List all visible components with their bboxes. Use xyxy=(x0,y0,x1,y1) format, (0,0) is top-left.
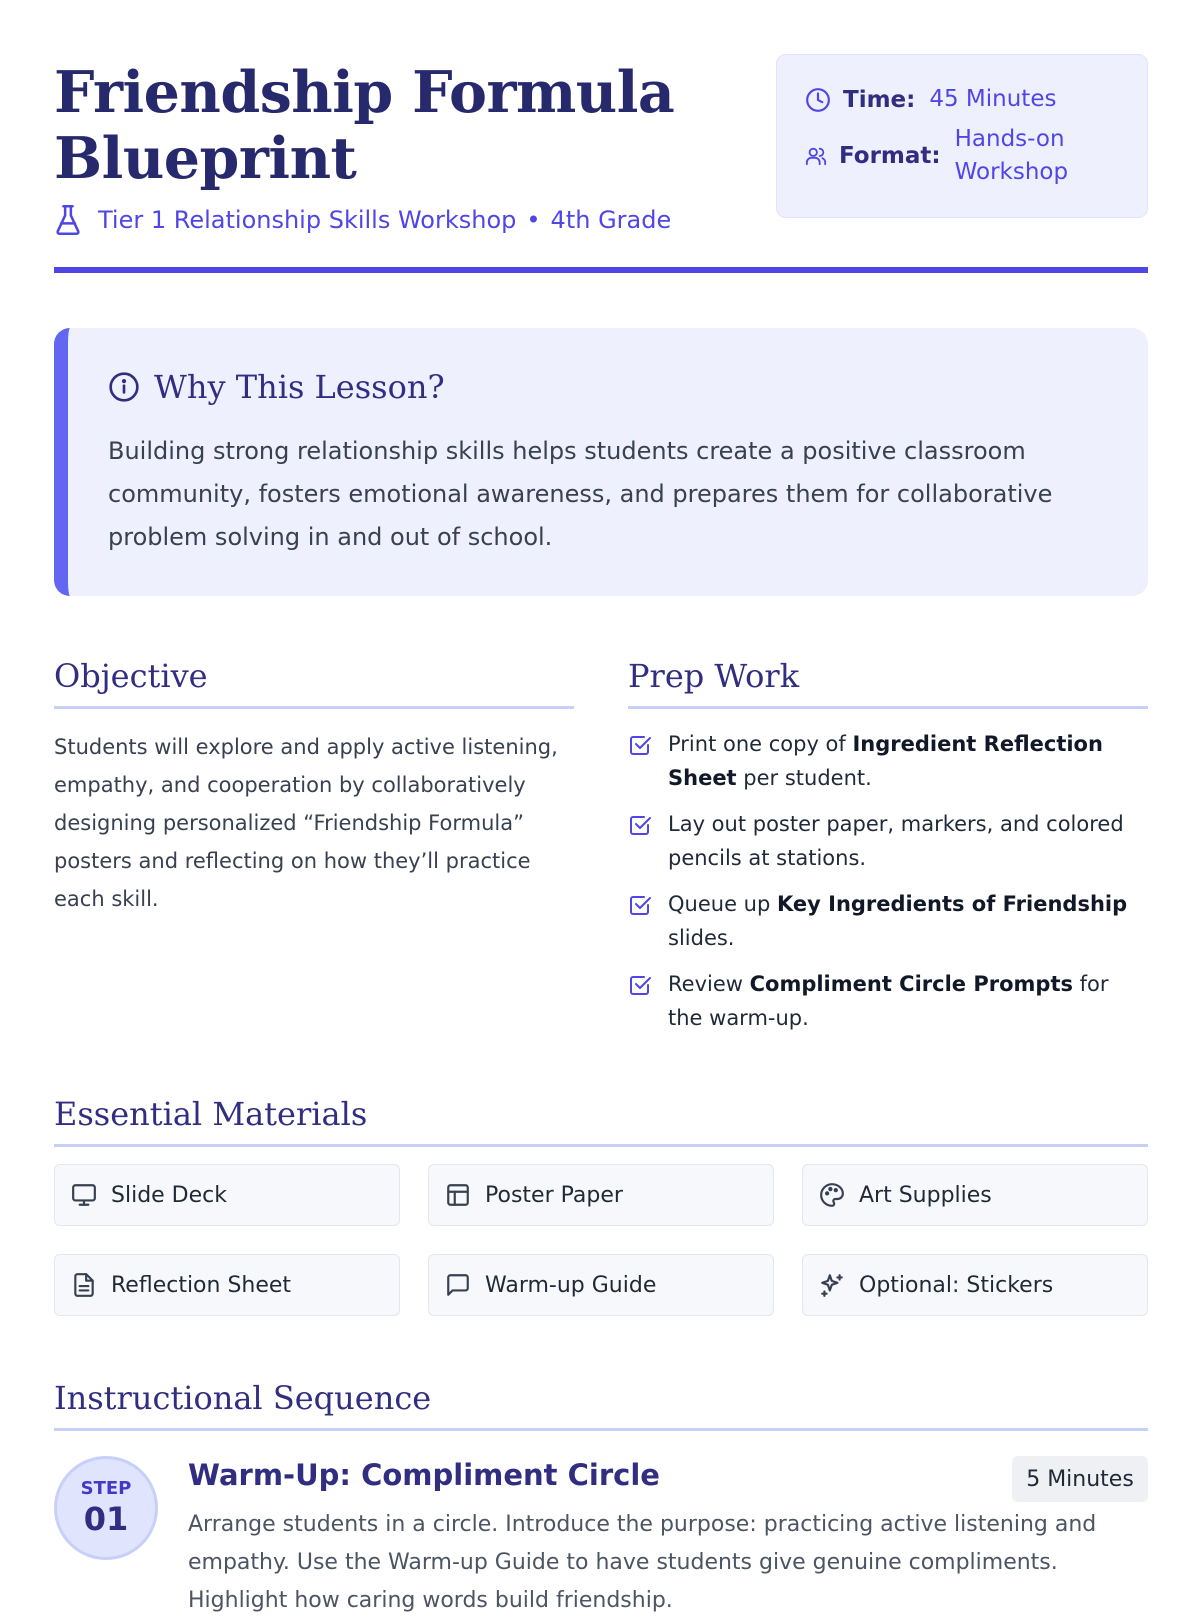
subtitle xyxy=(54,204,671,236)
prep-item-bold: Key Ingredients of Friendship xyxy=(776,892,1128,916)
meta-box xyxy=(776,54,1148,218)
step-duration-badge: 5 Minutes xyxy=(1012,1456,1148,1502)
prep-item-pre: Lay out poster paper, markers, and colored pencils at stations. xyxy=(668,812,1124,870)
prep-item-post: slides. xyxy=(668,926,735,950)
format-value-line-2: Workshop xyxy=(954,159,1069,185)
objective-heading: Objective xyxy=(54,654,574,709)
why-this-lesson-callout xyxy=(54,328,1148,596)
document-icon xyxy=(71,1272,97,1298)
flask-icon xyxy=(54,204,82,236)
title-line-2: Blueprint xyxy=(54,125,357,192)
material-label: Art Supplies xyxy=(859,1182,992,1208)
prep-item-post: per student. xyxy=(736,766,872,790)
material-stickers xyxy=(802,1254,1148,1316)
time-label: Time: xyxy=(843,86,916,113)
header-divider xyxy=(54,267,1148,273)
prep-work-heading: Prep Work xyxy=(628,654,1148,709)
prep-item xyxy=(628,967,1148,1035)
prep-item-pre: Review xyxy=(668,972,750,996)
time-value: 45 Minutes xyxy=(929,86,1057,112)
prep-item-bold: Ingredient Reflection Sheet xyxy=(668,732,1103,790)
objective-text: Students will explore and apply active listening, empathy, and cooperation by collaboratively designing personalized “Friendship Formula” posters and reflecting on how they’ll practice each skill. xyxy=(54,735,558,911)
prep-item-pre: Print one copy of xyxy=(668,732,853,756)
format-value xyxy=(955,123,1068,189)
instructional-sequence-heading: Instructional Sequence xyxy=(54,1376,1148,1431)
checkbox-checked-icon xyxy=(628,893,652,917)
material-label: Slide Deck xyxy=(111,1182,227,1208)
essential-materials-heading: Essential Materials xyxy=(54,1092,1148,1147)
layout-icon xyxy=(445,1182,471,1208)
callout-title xyxy=(108,368,445,406)
callout-body: Building strong relationship skills helps students create a positive classroom community, fosters emotional awareness, and prepares them for collaborative problem solving in and out of school. xyxy=(108,437,1053,551)
checkbox-checked-icon xyxy=(628,733,652,757)
material-label: Optional: Stickers xyxy=(859,1272,1054,1298)
checkbox-checked-icon xyxy=(628,813,652,837)
material-art-supplies xyxy=(802,1164,1148,1226)
title-line-1: Friendship Formula xyxy=(54,59,675,126)
users-icon xyxy=(805,145,827,167)
meta-format xyxy=(805,123,1068,189)
format-label: Format: xyxy=(839,143,941,169)
material-label: Poster Paper xyxy=(485,1182,623,1208)
prep-item xyxy=(628,727,1148,795)
material-label: Reflection Sheet xyxy=(111,1272,292,1298)
step-label: STEP xyxy=(80,1478,132,1499)
material-slide-deck xyxy=(54,1164,400,1226)
material-label: Warm-up Guide xyxy=(485,1272,657,1298)
chat-bubble-icon xyxy=(445,1272,471,1298)
step-number-badge xyxy=(54,1456,158,1560)
material-poster-paper xyxy=(428,1164,774,1226)
step-number: 01 xyxy=(83,1500,129,1538)
subtitle-grade: 4th Grade xyxy=(550,206,672,234)
checkbox-checked-icon xyxy=(628,973,652,997)
info-icon xyxy=(108,371,140,403)
subtitle-separator: • xyxy=(526,206,541,234)
prep-item xyxy=(628,887,1148,955)
callout-title-text: Why This Lesson? xyxy=(154,368,445,406)
prep-list xyxy=(628,727,1148,1047)
palette-icon xyxy=(819,1182,845,1208)
step-description: Arrange students in a circle. Introduce the purpose: practicing active listening and empathy. Use the Warm-up Guide to have students give genuine compliments. Highlight how caring words build friendship. xyxy=(188,1512,1097,1613)
prep-item-pre: Queue up xyxy=(668,892,777,916)
format-value-line-1: Hands-on xyxy=(954,126,1065,152)
subtitle-tier: Tier 1 Relationship Skills Workshop xyxy=(98,206,517,234)
clock-icon xyxy=(805,87,831,113)
meta-time xyxy=(805,83,1056,116)
step-title: Warm-Up: Compliment Circle xyxy=(188,1458,660,1492)
prep-item-post: for the warm-up. xyxy=(668,972,1109,1030)
header xyxy=(54,40,1148,276)
sparkles-icon xyxy=(819,1272,845,1298)
page-title xyxy=(54,60,674,192)
material-reflection-sheet xyxy=(54,1254,400,1316)
material-warm-up-guide xyxy=(428,1254,774,1316)
prep-item-bold: Compliment Circle Prompts xyxy=(749,972,1073,996)
prep-item xyxy=(628,807,1148,875)
monitor-icon xyxy=(71,1182,97,1208)
